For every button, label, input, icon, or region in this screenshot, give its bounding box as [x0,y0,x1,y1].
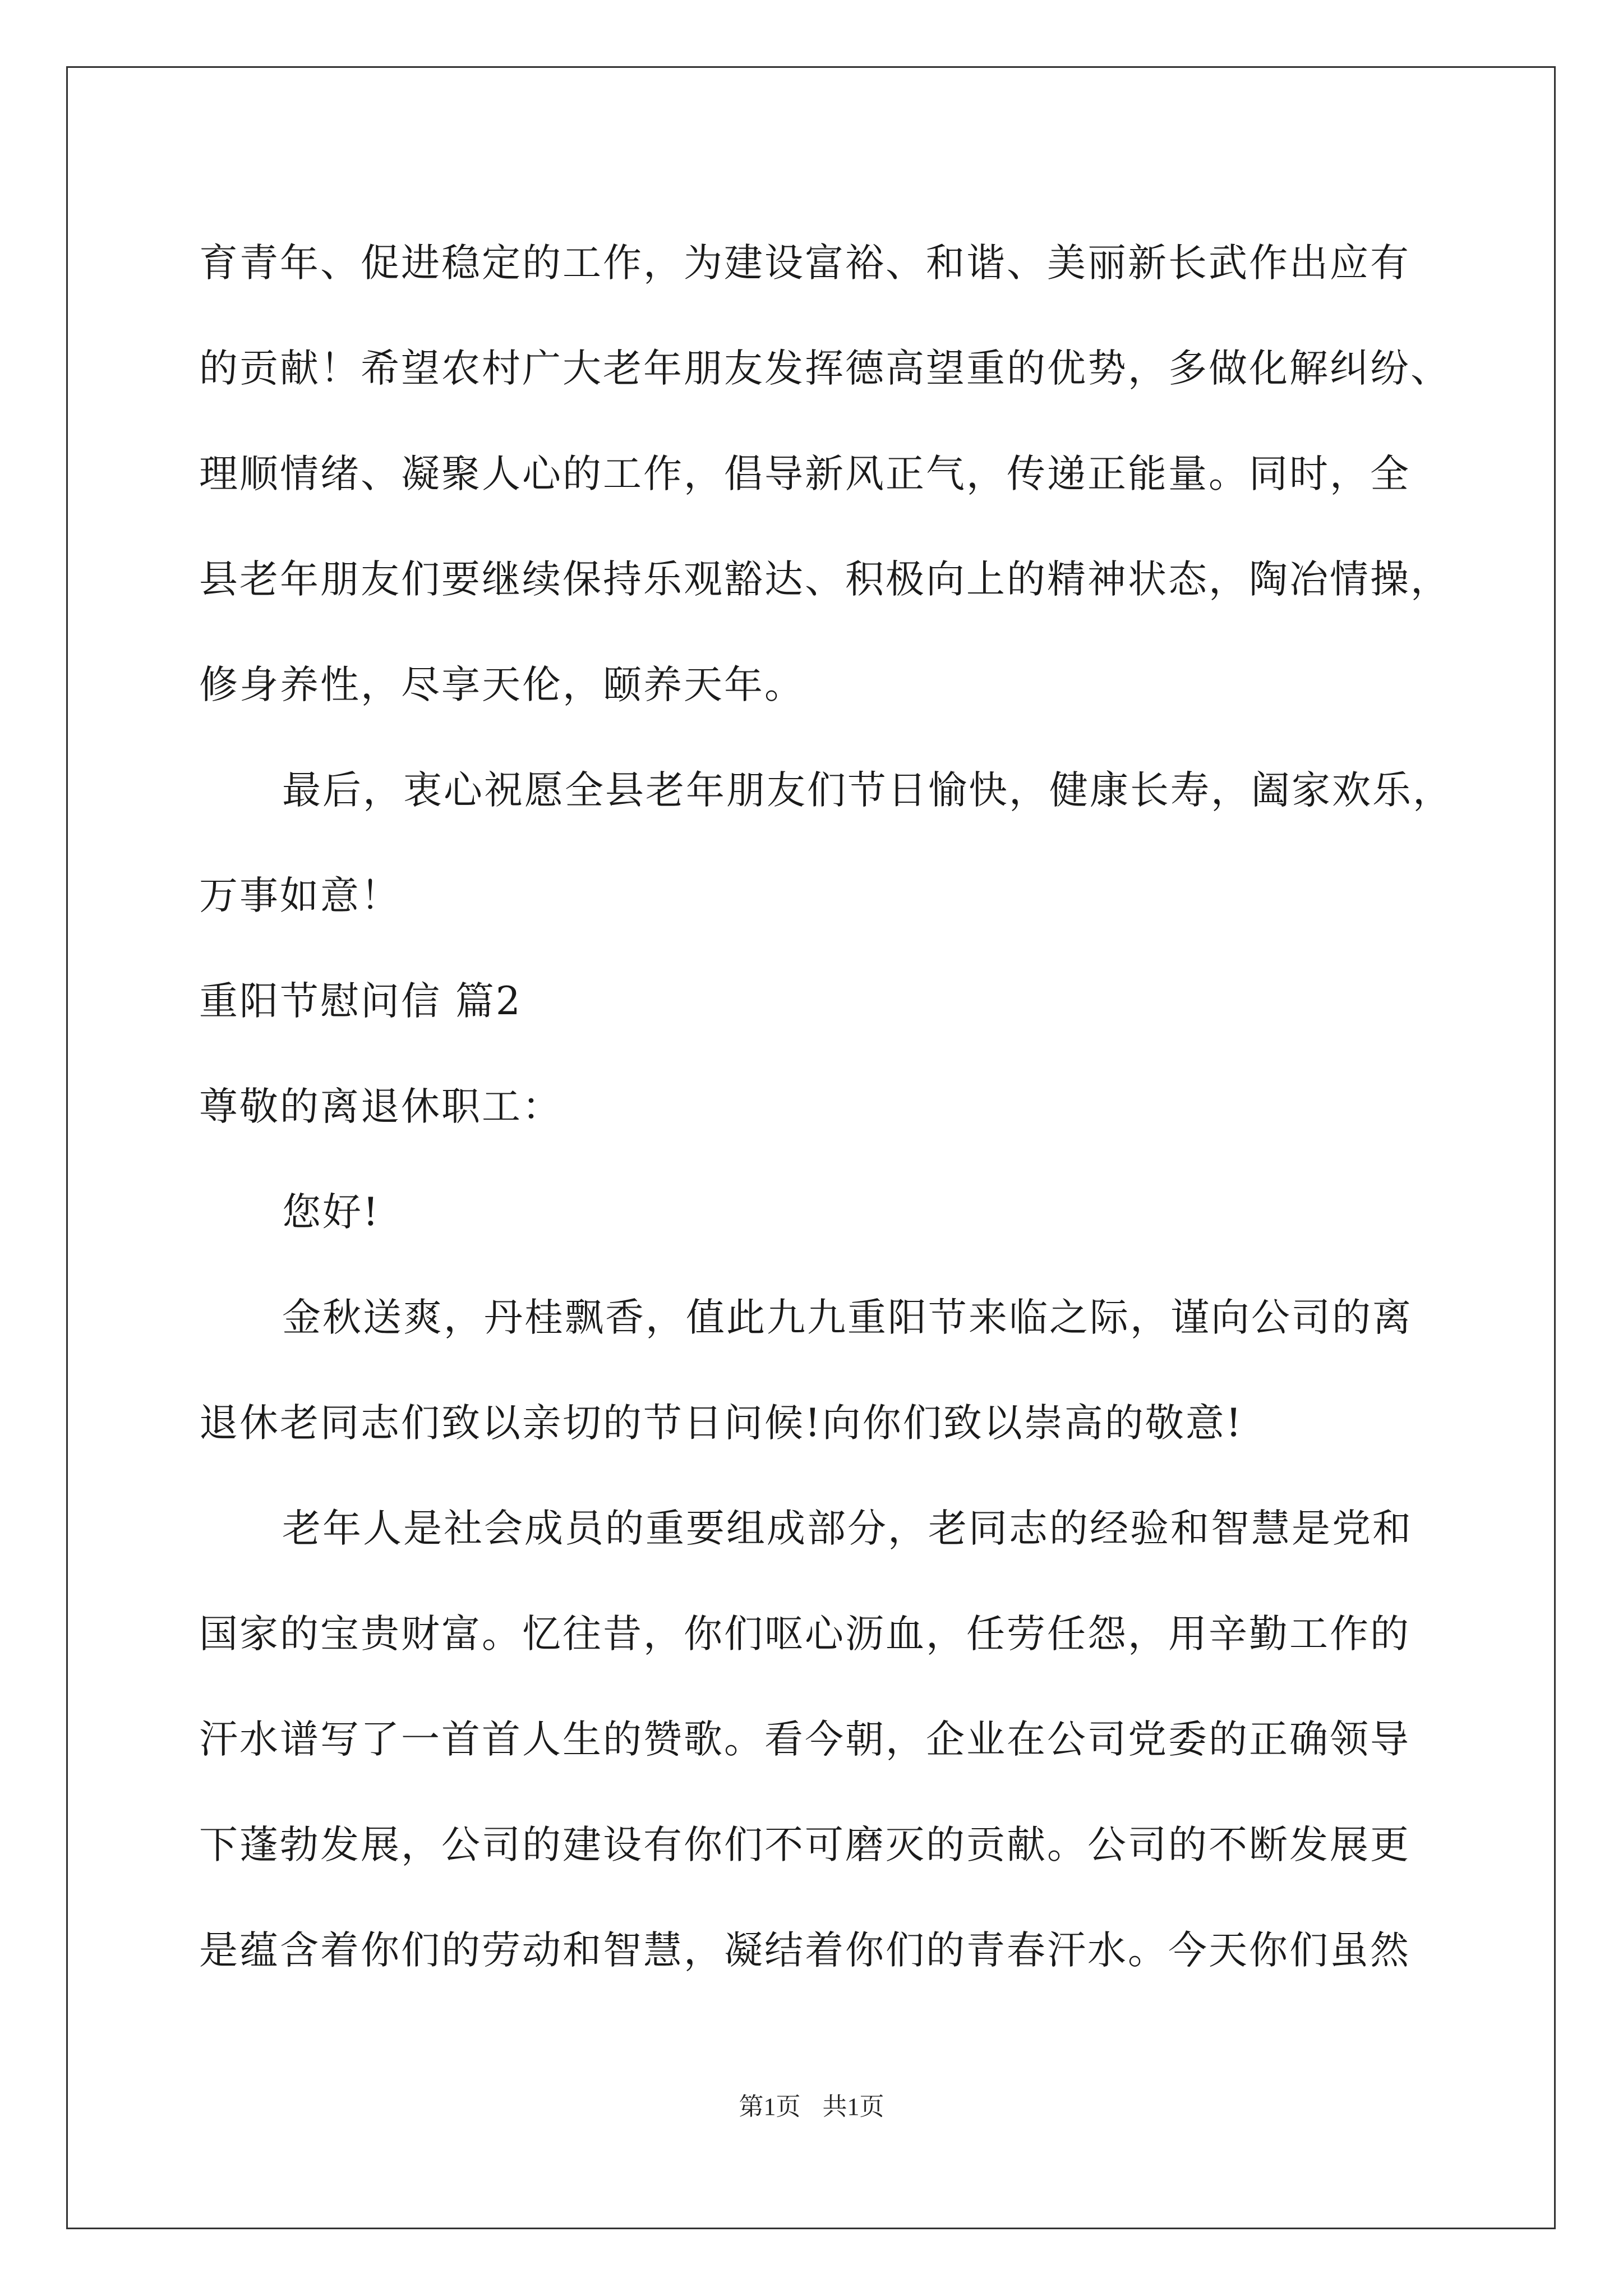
page-total: 共1页 [822,2093,884,2120]
text-line: 修身养性，尽享天伦，颐养天年。 [199,662,805,707]
text-line: 汗水谱写了一首首人生的赞歌。看今朝，企业在公司党委的正确领导 [199,1717,1410,1762]
text-line: 重阳节慰问信 篇2 [199,979,522,1024]
text-line: 下蓬勃发展，公司的建设有你们不可磨灭的贡献。公司的不断发展更 [199,1823,1410,1867]
text-line: 退休老同志们致以亲切的节日问候!向你们致以崇高的敬意! [199,1401,1243,1446]
text-line: 是蕴含着你们的劳动和智慧，凝结着你们的青春汗水。今天你们虽然 [199,1928,1410,1973]
page-number: 第1页 [739,2093,801,2120]
page-footer [0,2090,1623,2124]
text-line: 您好! [282,1190,380,1235]
text-line: 金秋送爽，丹桂飘香，值此九九重阳节来临之际，谨向公司的离 [282,1295,1413,1340]
text-line: 理顺情绪、凝聚人心的工作，倡导新风正气，传递正能量。同时，全 [199,452,1410,496]
text-line: 老年人是社会成员的重要组成部分，老同志的经验和智慧是党和 [282,1506,1413,1551]
text-line: 的贡献！希望农村广大老年朋友发挥德高望重的优势，多做化解纠纷、 [199,346,1451,391]
text-line: 国家的宝贵财富。忆往昔，你们呕心沥血，任劳任怨，用辛勤工作的 [199,1612,1410,1657]
text-line: 万事如意！ [199,873,401,918]
text-line: 尊敬的离退休职工： [199,1084,562,1129]
document-body [199,210,1453,2003]
text-line: 育青年、促进稳定的工作，为建设富裕、和谐、美丽新长武作出应有 [199,241,1410,286]
text-line: 县老年朋友们要继续保持乐观豁达、积极向上的精神状态，陶冶情操， [199,557,1451,602]
text-line: 最后，衷心祝愿全县老年朋友们节日愉快，健康长寿，阖家欢乐， [282,768,1453,813]
